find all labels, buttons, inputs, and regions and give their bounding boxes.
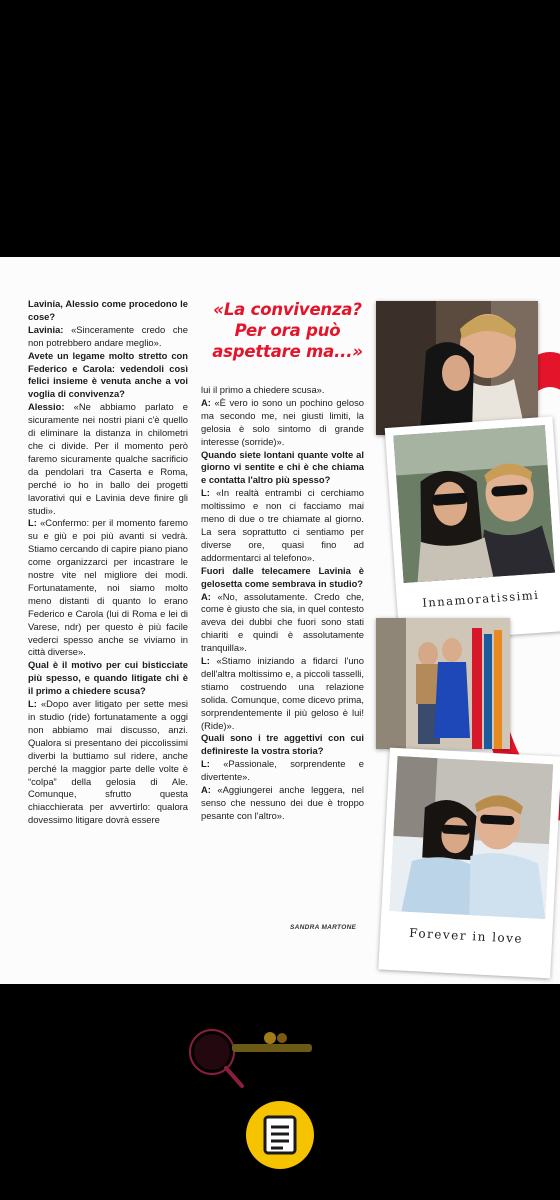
speaker-label: Lavinia: [28,323,64,335]
interview-answer [201,655,364,732]
answer-text: «No, assolutamente. Credo che, come è giusto che sia, in quel contesto aveva dei dubbi che fuori sono stati chiariti e quindi è assolutamente tranquilla». [201,590,364,654]
interview-question: Avete un legame molto stretto con Federico e Carola: vedendoli così felici insieme è venuta anche a voi voglia di convivenza? [28,349,188,400]
caption-innamoratissimi: Innamoratissimi [421,587,540,610]
caption-forever-in-love: Forever in love [408,925,524,946]
interview-answer [28,517,188,659]
answer-text: «Passionale, sorprendente e divertente». [201,758,364,783]
pull-quote: «La convivenza? Per ora può aspettare ma...» [212,300,363,361]
interview-answer [201,758,364,784]
byline: SANDRA MARTONE [290,924,357,931]
interview-answer [201,487,364,564]
speaker-label: L: [201,487,210,499]
speaker-label: Alessio: [28,401,65,413]
interview-answer [201,397,364,449]
answer-text: «In realtà entrambi ci cerchiamo moltissimo e non ci facciamo mai meno di due o tre chiamate al giorno. La sera soprattutto ci sentiamo per diverse ore, quasi fino ad addormentarci al telefono». [201,487,364,563]
article-column-2 [201,384,364,823]
speaker-label: L: [28,517,37,529]
answer-text: «Confermo: per il momento faremo su e giù e poi più avanti si vedrà. Stiamo cercando di capire piano piano come organizzarci per incastrare le nostre vite nel migliore dei modi. Fortunatamente, noi siamo molto meno distanti di quanto lo erano Federico e Carola (lui di Roma e lei di Varese, ndr) per questo è più facile vederci spesso anche se viviamo in città diverse». [28,517,188,658]
speaker-label: A: [201,784,211,796]
interview-question: Quando siete lontani quante volte al giorno vi sentite e chi è che chiama e contatta l'altro più spesso? [201,448,364,486]
document-icon [263,1115,297,1155]
speaker-label: A: [201,396,211,408]
interview-question: Lavinia, Alessio come procedono le cose? [28,298,188,322]
magazine-page [0,257,560,984]
interview-question: Fuori dalle telecamere Lavinia è gelosetta come sembrava in studio? [201,564,364,589]
photo-couple-mirror [376,618,510,749]
polaroid-innamoratissimi [385,416,560,642]
answer-text: «Sinceramente credo che non potrebbero andare meglio». [28,323,188,348]
polaroid-forever-in-love [378,748,560,979]
interview-question: Quali sono i tre aggettivi con cui definireste la vostra storia? [201,732,364,757]
interview-answer [28,698,188,827]
interview-answer [28,401,188,517]
interview-answer [201,591,364,656]
answer-text: «Stiamo iniziando a fidarci l'uno dell'altra moltissimo e, a piccoli tasselli, stiamo costruendo una relazione solida. Comunque, come dicevo prima, sorprendentemente il più geloso è lui! (Ride)». [201,655,364,731]
reader-mode-button[interactable] [246,1101,314,1169]
answer-text: «Aggiungerei anche leggera, nel senso che nessuno dei due è troppo pesante con l'altro». [201,784,364,821]
speaker-label: L: [201,758,210,770]
interview-answer [201,784,364,823]
interview-answer [28,324,188,350]
article-column-1 [28,298,188,827]
watermark-logo [170,1020,320,1100]
answer-text: «Ne abbiamo parlato e sicuramente nei nostri piani c'è quello di eliminare la distanza in chilometri che ci divide. Per il momento però faremo sicuramente qualche sacrificio da pendolari tra Caserta e Roma, perché io ho in ballo dei progetti lavorativi qui e Lavinia deve finire gli studi». [28,401,188,516]
interview-answer-continued: lui il primo a chiedere scusa». [201,384,325,395]
interview-question: Qual è il motivo per cui bisticciate più spesso, e quando litigate chi è il primo a chiedere scusa? [28,659,188,697]
answer-text: «Dopo aver litigato per sette mesi in studio (ride) fortunatamente a oggi non abbiamo mai discusso, anzi. Qualora si presentano dei piccolissimi diverbi la buttiamo sul ridere, anche perché la maggior parte delle volte è “colpa” della gelosia di Ale. Comunque, sfrutto questa chiacchierata per avvertirlo: qualora dovessimo litigare dovrà essere [28,698,188,826]
speaker-label: L: [201,655,210,667]
speaker-label: L: [28,698,37,710]
photo-couple-kiss-cheek [376,301,538,435]
answer-text: «È vero io sono un pochino geloso ma secondo me, nei giusti limiti, la gelosia è solo sintomo di grande interesse (sorride)». [201,396,364,447]
speaker-label: A: [201,590,211,602]
